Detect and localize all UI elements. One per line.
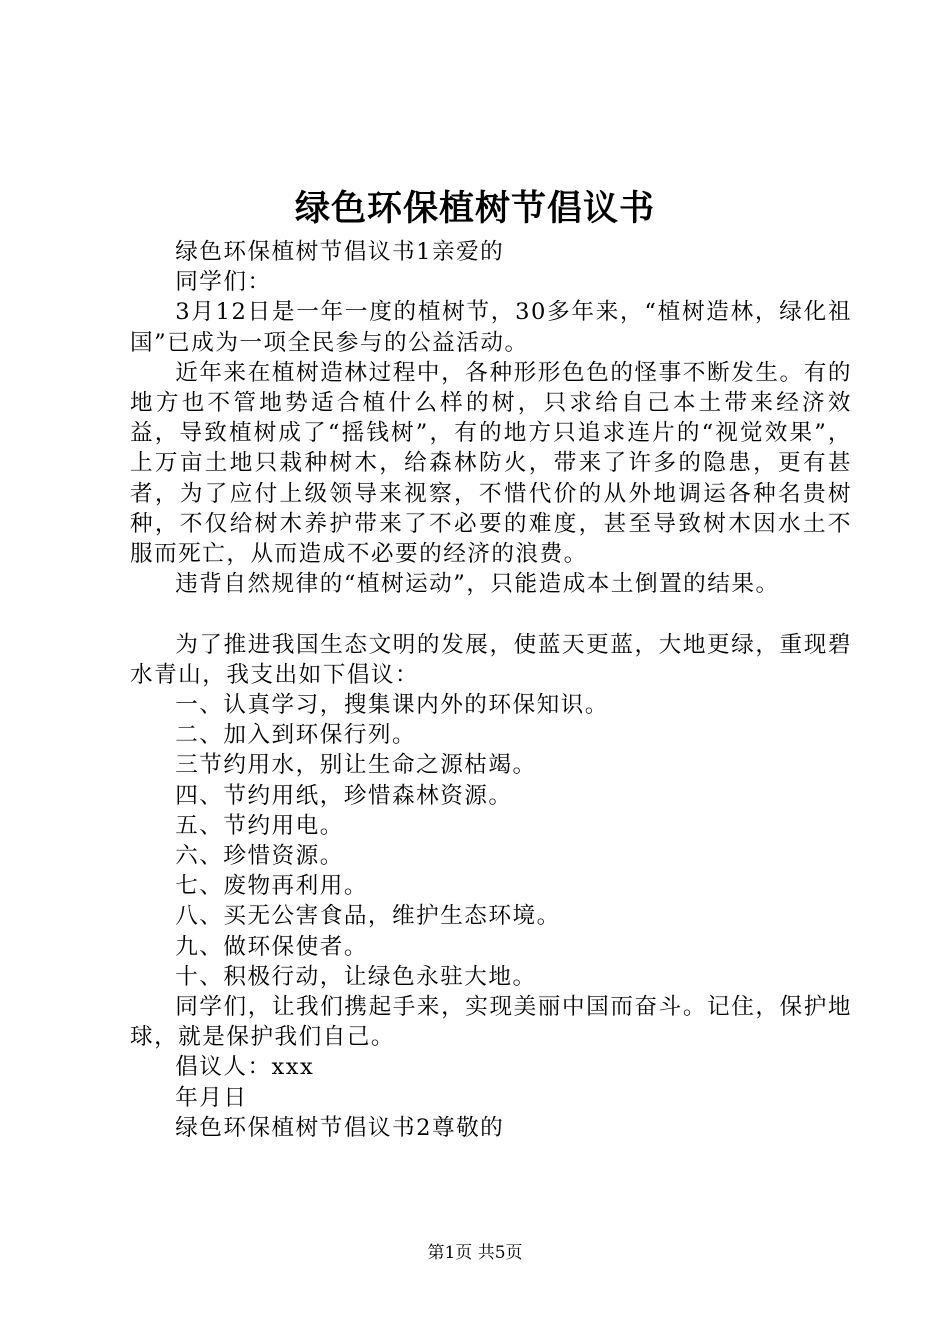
paragraph: 同学们，让我们携起手来，实现美丽中国而奋斗。记住，保护地球，就是保护我们自己。 (130, 994, 852, 1051)
list-item: 一、认真学习，搜集课内外的环保知识。 (175, 692, 609, 719)
list-item: 二、加入到环保行列。 (175, 722, 417, 749)
paragraph: 近年来在植树造林过程中，各种形形色色的怪事不断发生。有的地方也不管地势适合植什么样的树，只求给自己本土带来经济效益，导致植树成了“摇钱树”，有的地方只追求连片的“视觉效果”，上万亩土地只栽种树木，给森林防火，带来了许多的隐患，更有甚者，为了应付上级领导来视察，不惜代价的从外地调运各种名贵树种，不仅给树木养护带来了不必要的难度，甚至导致树木因水土不服而死亡，从而造成不必要的经济的浪费。 (130, 359, 852, 568)
signature-line: 倡议人：xxx (175, 1054, 315, 1081)
list-item: 三节约用水，别让生命之源枯竭。 (175, 752, 537, 779)
list-item: 七、废物再利用。 (175, 873, 368, 900)
document-title: 绿色环保植树节倡议书 (294, 188, 655, 229)
list-item: 六、珍惜资源。 (175, 843, 344, 870)
paragraph: 3月12日是一年一度的植树节，30多年来，“植树造林，绿化祖国”已成为一项全民参与的公益活动。 (130, 299, 852, 356)
paragraph-spacer (130, 599, 852, 629)
list-item: 四、节约用纸，珍惜森林资源。 (175, 782, 513, 809)
list-item: 八、买无公害食品，维护生态环境。 (175, 903, 561, 930)
date-line: 年月日 (175, 1084, 248, 1111)
paragraph: 为了推进我国生态文明的发展，使蓝天更蓝，大地更绿，重现碧水青山，我支出如下倡议： (130, 631, 852, 688)
list-item: 九、做环保使者。 (175, 933, 368, 960)
paragraph: 同学们： (175, 269, 272, 296)
paragraph: 绿色环保植树节倡议书2尊敬的 (175, 1114, 505, 1141)
page-footer: 第1页 共5页 (427, 1243, 523, 1263)
list-item: 五、节约用电。 (175, 812, 344, 839)
paragraph: 违背自然规律的“植树运动”，只能造成本土倒置的结果。 (175, 571, 780, 598)
document-body (130, 237, 852, 1143)
paragraph: 绿色环保植树节倡议书1亲爱的 (175, 239, 505, 265)
list-item: 十、积极行动，让绿色永驻大地。 (175, 963, 537, 990)
